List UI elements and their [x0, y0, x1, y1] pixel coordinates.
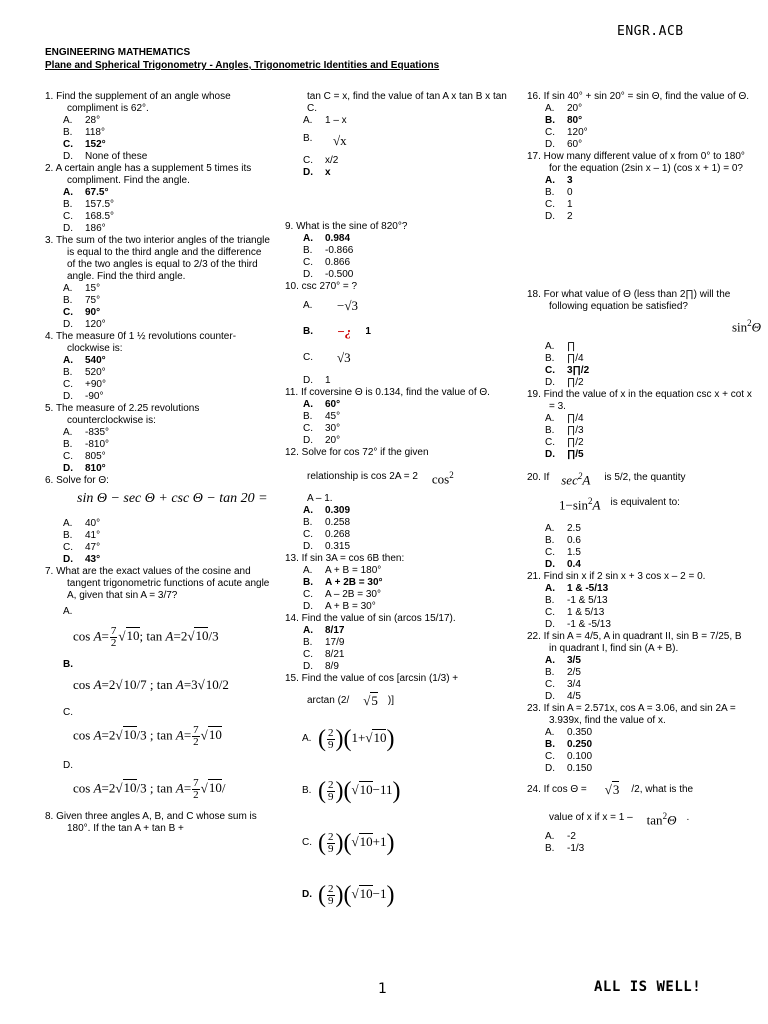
option-c: C. 0.100 — [545, 751, 593, 762]
option-d: D. -0.500 — [303, 269, 354, 280]
option-a: A. 540° — [63, 355, 106, 366]
option-b: B. √x — [303, 133, 347, 148]
option-a: A. 3 — [545, 175, 573, 186]
option-a: A. 28° — [63, 115, 101, 126]
option-b: B. -0.866 — [303, 245, 354, 256]
option-b: B. -1 & 5/13 — [545, 595, 608, 606]
option-d-label: D. — [63, 760, 73, 771]
question-5: 5. The measure of 2.25 revolutions counterclockwise is: A. -835° B. -810° C. 805° D. 810° — [45, 403, 270, 475]
option-c: C. √3 — [303, 350, 351, 365]
question-4: 4. The measure 0f 1 ½ revolutions counter-clockwise is: A. 540° B. 520° C. +90° D. -90° — [45, 331, 270, 403]
question-12: 12. Solve for cos 72° if the given relationship is cos 2A = 2 $\cos^2$ A – 1. A. 0.309 B. 0.258 C. 0.268 D. 0.315 — [285, 447, 510, 553]
option-d: D. 20° — [303, 435, 341, 446]
option-b: B. 17/9 — [303, 637, 345, 649]
option-d: D. 8/9 — [303, 661, 339, 673]
option-b: B. 0.6 — [545, 535, 581, 546]
option-c: C. x/2 — [303, 155, 339, 166]
question-9: 9. What is the sine of 820°? A. 0.984 B. -0.866 C. 0.866 D. -0.500 — [285, 221, 510, 281]
question-8: 8. Given three angles A, B, and C whose sum is 180°. If the tan A + tan B + — [45, 811, 257, 834]
question-21: 21. Find sin x if 2 sin x + 3 cos x – 2 = 0. A. 1 & -5/13 B. -1 & 5/13 C. 1 & 5/13 D. -1 & -5/13 — [527, 571, 752, 631]
option-b: B. 80° — [545, 115, 583, 126]
option-b: B. ∏/4 — [545, 353, 584, 364]
option-d: D. 60° — [545, 139, 583, 150]
option-c: C. 1 — [545, 199, 573, 210]
option-c-math: cos A=2√10/3 ; tan A= $\frac{7}{2}$ √10 — [73, 724, 222, 748]
question-2: 2. A certain angle has a supplement 5 times its compliment. Find the angle. A. 67.5° B. 157.5° C. 168.5° D. 186° — [45, 163, 270, 235]
question-3: 3. The sum of the two interior angles of the triangle is equal to the third angle and the difference of the two angles is equal to 2/3 of the third angle. Find the third angle. A. 15° B. 75° C. 90° D. 120° — [45, 235, 270, 330]
column-3 — [527, 91, 762, 855]
question-8-cont: tan C = x, find the value of tan A x tan B x tan C. A. 1 – x B. √x C. x/2 D. x — [285, 91, 510, 179]
options — [285, 713, 510, 921]
option-a: A. 2.5 — [545, 523, 581, 534]
option-a: A. ( $\frac{2}{9}$ )(1+√10) — [302, 726, 395, 753]
option-c: C. ∏/2 — [545, 437, 584, 448]
option-d: D. 0.315 — [303, 541, 351, 553]
question-1: 1. Find the supplement of an angle whose compliment is 62°. A. 28° B. 118° C. 152° D. None of these — [45, 91, 270, 163]
options — [45, 115, 270, 163]
question-20: 20. If $\sec^2A$ is 5/2, the quantity $1-\sin^2A$ is equivalent to: A. 2.5 B. 0.6 C. 1.5 D. 0.4 — [527, 467, 752, 571]
option-b: B. 0 — [545, 187, 573, 198]
option-a: A. 0.309 — [303, 505, 351, 517]
question-16: 16. If sin 40° + sin 20° = sin Θ, find the value of Θ. A. 20° B. 80° C. 120° D. 60° — [527, 91, 752, 151]
author-mark: ENGR.ACB — [617, 24, 684, 39]
option-c: C. 90° — [63, 307, 101, 318]
option-c: C. 0.268 — [303, 529, 351, 541]
option-d: D. 2 — [545, 211, 573, 222]
option-c: C. 8/21 — [303, 649, 345, 661]
option-a: A. -2 — [545, 831, 576, 842]
option-b: B. ∏/3 — [545, 425, 584, 436]
option-c: C. ( $\frac{2}{9}$ )(√10+1) — [302, 830, 395, 857]
option-a: A. ∏ — [545, 341, 576, 352]
question-23: 23. If sin A = 2.571x, cos A = 3.06, and sin 2A = 3.939x, find the value of x. A. 0.350 B. 0.250 C. 0.100 D. 0.150 — [527, 703, 752, 775]
option-d: D. ∏/2 — [545, 377, 584, 388]
option-b: B. 41° — [63, 530, 101, 541]
option-a-math: cos A= $\frac{7}{2}$ √10; tan A=2√10/3 — [73, 625, 219, 649]
option-b-label: B. — [63, 659, 73, 670]
option-c: C. 168.5° — [63, 211, 115, 222]
option-d: D. -1 & -5/13 — [545, 619, 611, 630]
document-subtitle: Plane and Spherical Trigonometry - Angles, Trigonometric Identities and Equations — [45, 60, 440, 71]
option-d: D. 0.4 — [545, 559, 581, 570]
option-d: D. 810° — [63, 463, 106, 474]
option-d: D. x — [303, 167, 331, 178]
question-7: 7. What are the exact values of the cosine and tangent trigonometric functions of acute angle A, given that sin A = 3/7? A. cos A= $\frac{7}{2}$ √10; tan A=2√10/3 B. cos A=2√10/7 ; tan A=3√10/2 C. cos A=2√10/3 ; tan A= $\frac{7}{2}$ √10 D. cos A=2√10/3 ; tan A= $\frac{7}{2}$ √10/ — [45, 566, 270, 801]
document-title: ENGINEERING MATHEMATICS — [45, 47, 191, 58]
option-d: D. 0.150 — [545, 763, 593, 774]
option-b: B. 45° — [303, 411, 341, 422]
option-a-label: A. — [63, 606, 73, 617]
question-10: 10. csc 270° = ? A. −√3 B. −¿ 1 C. √3 D. 1 — [285, 281, 510, 387]
option-d: D. 43° — [63, 554, 101, 565]
footer-motto: ALL IS WELL! — [594, 979, 702, 995]
option-d: D. A + B = 30° — [303, 601, 376, 613]
option-c: C. +90° — [63, 379, 106, 390]
option-a: A. ∏/4 — [545, 413, 584, 424]
option-d-math: cos A=2√10/3 ; tan A= $\frac{7}{2}$ √10/ — [73, 778, 226, 801]
option-a: A. 0.350 — [545, 727, 593, 738]
option-b: B. ( $\frac{2}{9}$ )(√10−11) — [302, 778, 401, 805]
option-d: D. ( $\frac{2}{9}$ )(√10−1) — [302, 882, 395, 909]
option-d: D. -90° — [63, 391, 104, 402]
question-22: 22. If sin A = 4/5, A in quadrant II, sin B = 7/25, B in quadrant I, find sin (A + B). A. 3/5 B. 2/5 C. 3/4 D. 4/5 — [527, 631, 752, 703]
option-c: C. 1.5 — [545, 547, 581, 558]
option-b: B. −¿ 1 — [303, 324, 371, 339]
question-24: 24. If cos Θ = √3 /2, what is the value of x if x = 1 – $\tan^2\Theta$ . A. -2 B. -1/3 — [527, 779, 752, 855]
option-c: C. 47° — [63, 542, 101, 553]
option-b: B. 520° — [63, 367, 106, 378]
option-a: A. A + B = 180° — [303, 565, 382, 577]
option-b: B. 0.250 — [545, 739, 593, 750]
option-c: C. 0.866 — [303, 257, 351, 268]
question-11: 11. If coversine Θ is 0.134, find the value of Θ. A. 60° B. 45° C. 30° D. 20° — [285, 387, 510, 447]
column-1 — [45, 91, 270, 835]
option-d: D. ∏/5 — [545, 449, 584, 460]
question-18: 18. For what value of Θ (less than 2∏) will the following equation be satisfied? $\sin^2\Theta$ A. ∏ B. ∏/4 C. 3∏/2 D. ∏/2 — [527, 289, 762, 388]
option-c: C. 120° — [545, 127, 588, 138]
option-d: D. 4/5 — [545, 691, 581, 702]
question-17: 17. How many different value of x from 0° to 180° for the equation (2sin x – 1) (cos x + 1) = 0? A. 3 B. 0 C. 1 D. 2 — [527, 151, 752, 223]
option-a: A. 67.5° — [63, 187, 109, 198]
question-15: 15. Find the value of cos [arcsin (1/3) + arctan (2/ √5 )] A. ( $\frac{2}{9}$ )(1+√10) B. ( $\frac{2}{9}$ )(√10−11) C. ( $\frac{2}{9}$ )(√10+1) D. ( $\frac{2}{9}$ )(√10−1) — [285, 673, 510, 921]
option-b-math: cos A=2√10/7 ; tan A=3√10/2 — [73, 677, 229, 692]
option-b: B. 2/5 — [545, 667, 581, 678]
option-c: C. A – 2B = 30° — [303, 589, 381, 601]
option-a: A. -835° — [63, 427, 110, 438]
option-a: A. 3/5 — [545, 655, 581, 666]
option-a: A. 15° — [63, 283, 101, 294]
option-d: D. 120° — [63, 319, 106, 330]
question-13: 13. If sin 3A = cos 6B then: A. A + B = 180° B. A + 2B = 30° C. A – 2B = 30° D. A + B = 30° — [285, 553, 510, 613]
option-c: C. 152° — [63, 139, 106, 150]
option-b: B. 75° — [63, 295, 101, 306]
option-a: A. 1 – x — [303, 115, 347, 126]
option-c: C. 3∏/2 — [545, 365, 590, 376]
column-2 — [285, 91, 510, 921]
option-b: B. 157.5° — [63, 199, 115, 210]
page-number: 1 — [378, 981, 387, 997]
option-b: B. A + 2B = 30° — [303, 577, 383, 589]
option-a: A. 40° — [63, 518, 101, 529]
option-d: D. None of these — [63, 151, 148, 162]
question-14: 14. Find the value of sin (arcos 15/17). A. 8/17 B. 17/9 C. 8/21 D. 8/9 — [285, 613, 510, 673]
option-b: B. 0.258 — [303, 517, 351, 529]
option-b: B. 118° — [63, 127, 105, 138]
option-a: A. 60° — [303, 399, 341, 410]
option-c: C. 805° — [63, 451, 106, 462]
question-6: 6. Solve for Θ: sin Θ − sec Θ + csc Θ − tan 20 = A. 40° B. 41° C. 47° D. 43° — [45, 475, 270, 566]
option-a: A. −√3 — [303, 298, 358, 313]
option-d: D. 186° — [63, 223, 106, 234]
option-a: A. 1 & -5/13 — [545, 583, 609, 594]
option-a: A. 8/17 — [303, 625, 345, 637]
option-b: B. -1/3 — [545, 843, 585, 854]
option-a: A. 20° — [545, 103, 583, 114]
option-c: C. 1 & 5/13 — [545, 607, 605, 618]
option-c: C. 3/4 — [545, 679, 581, 690]
equation: $\sin^2\Theta$ — [732, 318, 762, 335]
question-19: 19. Find the value of x in the equation csc x + cot x = 3. A. ∏/4 B. ∏/3 C. ∏/2 D. ∏/5 — [527, 389, 752, 460]
option-b: B. -810° — [63, 439, 110, 450]
option-c-label: C. — [63, 707, 73, 718]
option-c: C. 30° — [303, 423, 341, 434]
option-a: A. 0.984 — [303, 233, 351, 244]
equation: sin Θ − sec Θ + csc Θ − tan 20 = — [77, 491, 268, 506]
option-d: D. 1 — [303, 375, 331, 386]
